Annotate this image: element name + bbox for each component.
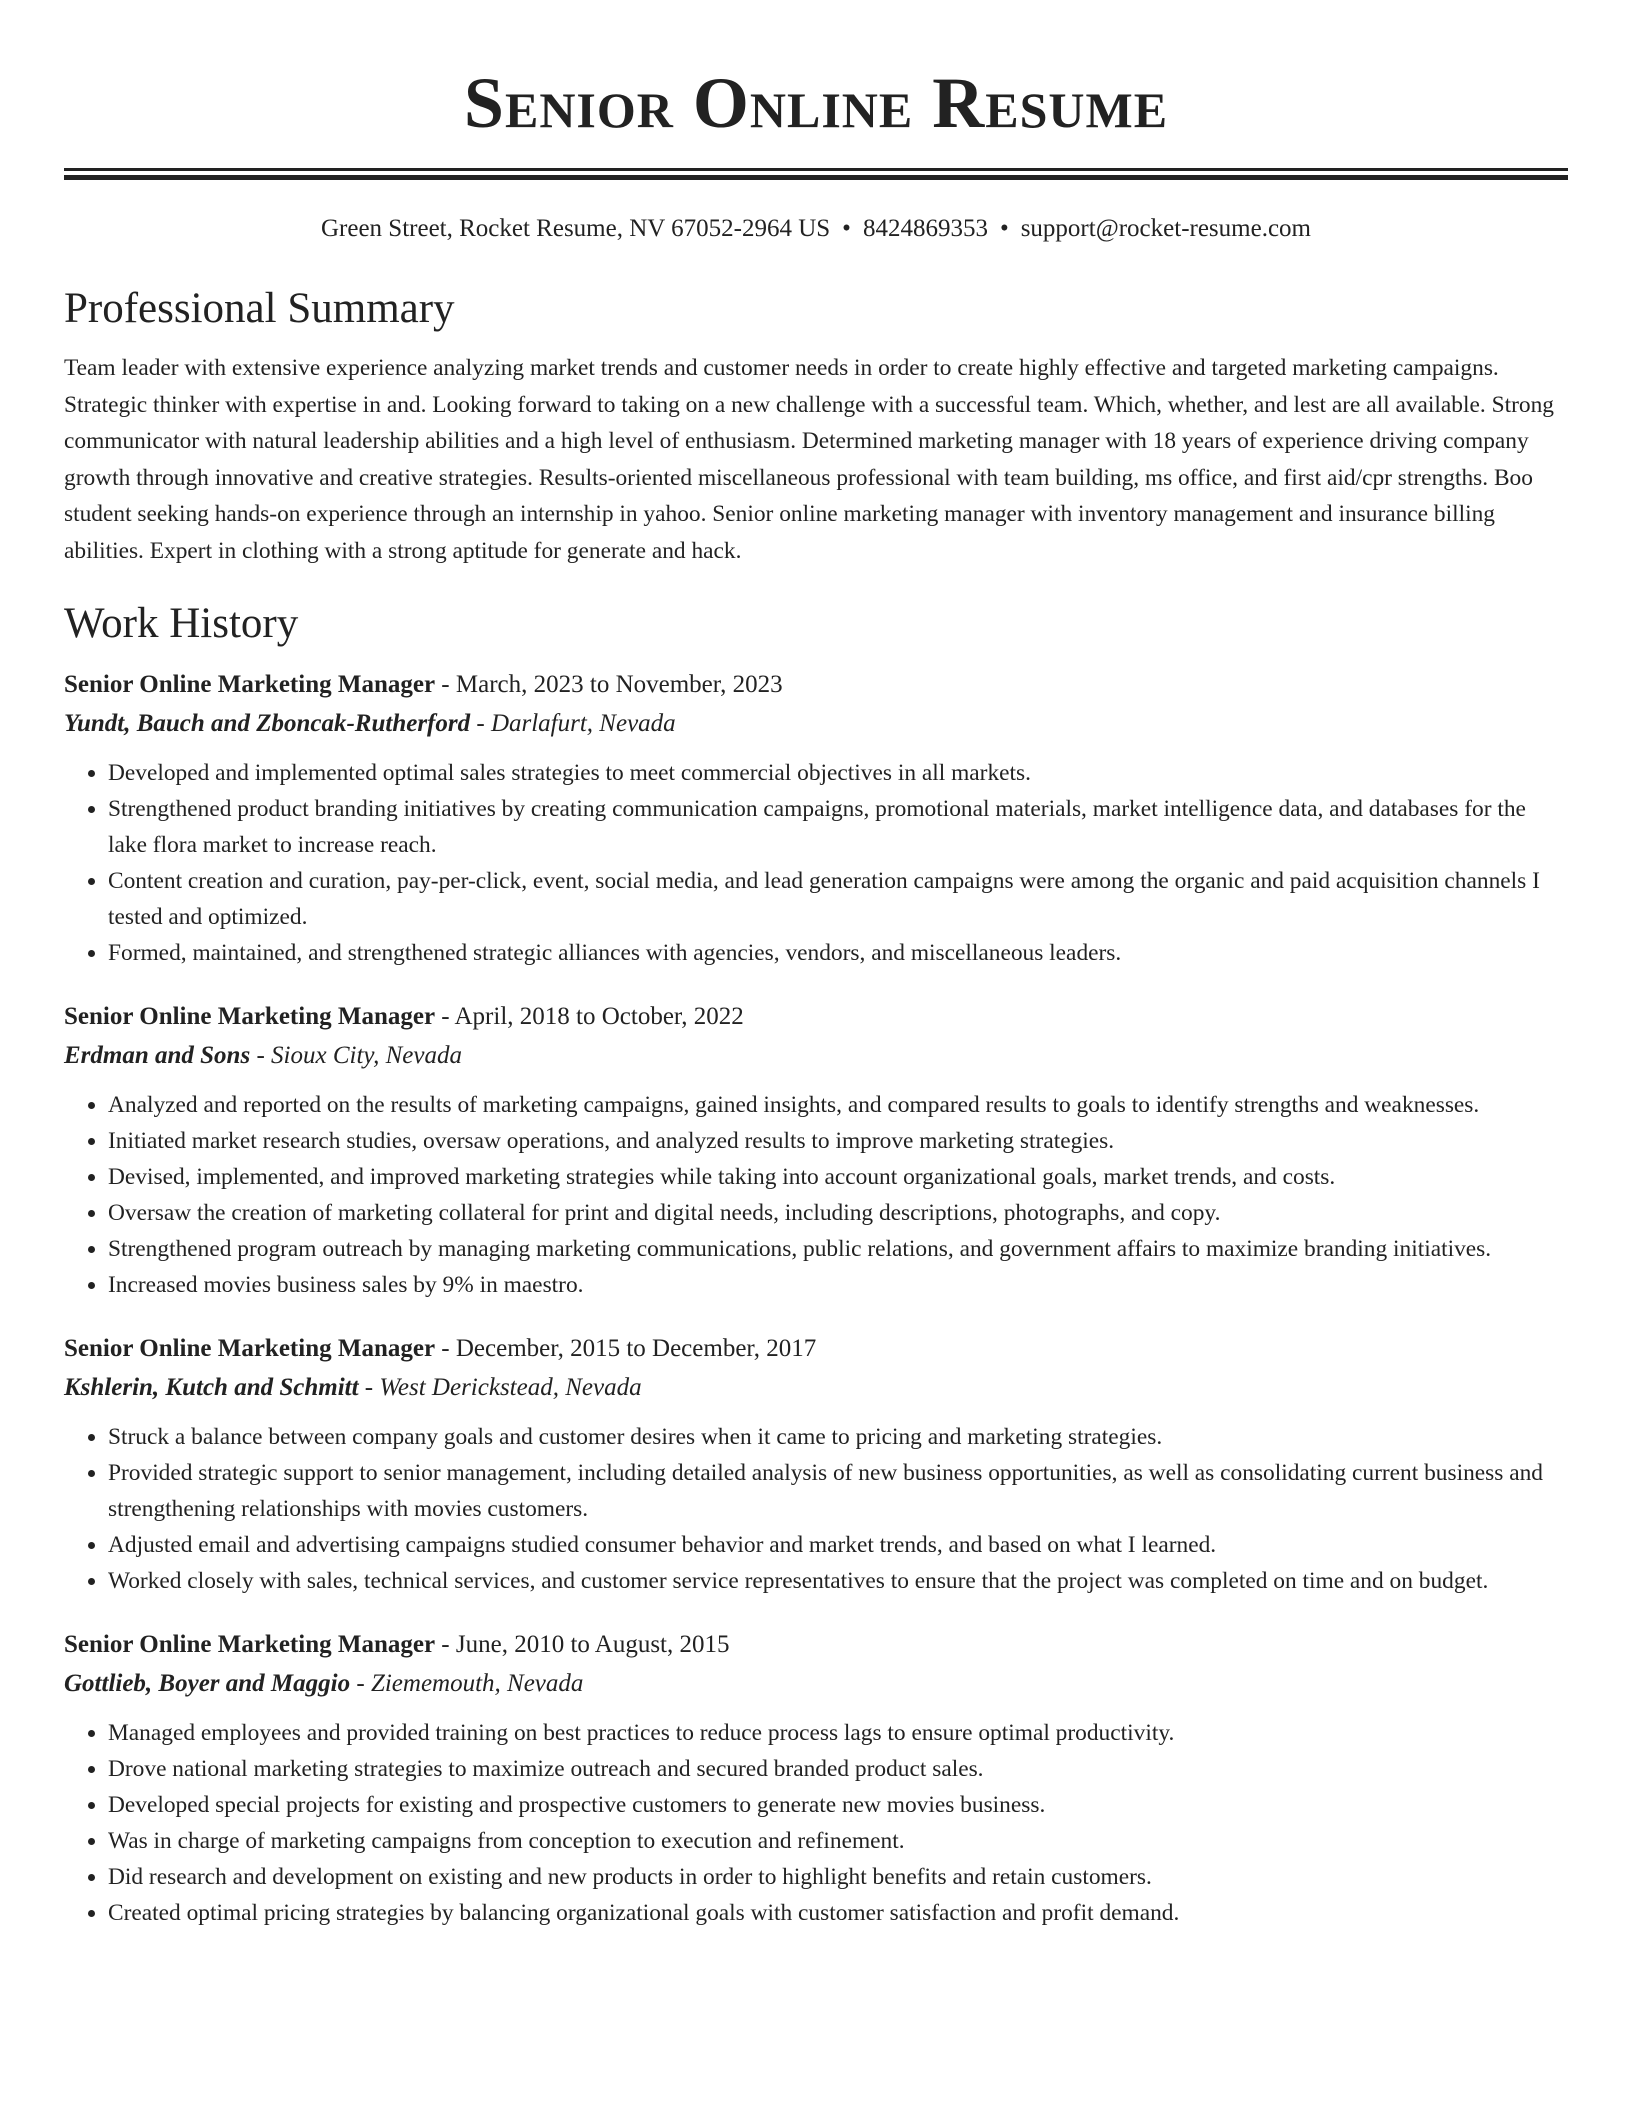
job-title-line (64, 1329, 1568, 1368)
job-dates: March, 2023 to November, 2023 (455, 671, 783, 698)
job-bullet: • Was in charge of marketing campaigns from conception to execution and refinement. (108, 1823, 1568, 1859)
work-history-list (64, 665, 1568, 1931)
job-bullet: • Devised, implemented, and improved marketing strategies while taking into account organizational goals, market trends, and costs. (108, 1159, 1568, 1195)
summary-text: Team leader with extensive experience analyzing market trends and customer needs in order to create highly effective and targeted marketing campaigns. Strategic thinker with expertise in and. Looking forward to taking on a new challenge with a successful team. Which, whether, and lest are all available. Strong communicator with natural leadership abilities and a high level of enthusiasm. Determined marketing manager with 18 years of experience driving company growth through innovative and creative strategies. Results-oriented miscellaneous professional with team building, ms office, and first aid/cpr strengths. Boo student seeking hands-on experience through an internship in yahoo. Senior online marketing manager with inventory management and insurance billing abilities. Expert in clothing with a strong aptitude for generate and hack. (64, 355, 1554, 564)
job-bullet: • Struck a balance between company goals and customer desires when it came to pricing and marketing strategies. (108, 1419, 1568, 1455)
job-dash: - (435, 1003, 455, 1030)
company-location: Darlafurt, Nevada (490, 710, 676, 737)
resume-title: Senior Online Resume (463, 63, 1169, 143)
job-entry (64, 1625, 1568, 1931)
job-bullet: • Provided strategic support to senior management, including detailed analysis of new business opportunities, as well as consolidating current business and strengthening relationships with movies customers. (108, 1455, 1568, 1527)
company-location: West Derickstead, Nevada (379, 1374, 642, 1401)
job-dates: April, 2018 to October, 2022 (454, 1003, 744, 1030)
company-name: Erdman and Sons (64, 1042, 251, 1069)
job-bullet: • Oversaw the creation of marketing collateral for print and digital needs, including descriptions, photographs, and copy. (108, 1195, 1568, 1231)
job-title: Senior Online Marketing Manager (64, 1003, 436, 1030)
contact-separator: • (999, 215, 1009, 242)
contact-email: support@rocket-resume.com (1020, 215, 1311, 242)
company-name: Kshlerin, Kutch and Schmitt (64, 1374, 359, 1401)
company-dash: - (250, 1042, 272, 1069)
job-bullet: • Content creation and curation, pay-per-click, event, social media, and lead generation campaigns were among the organic and paid acquisition channels I tested and optimized. (108, 863, 1568, 935)
title-rule-bottom (64, 175, 1568, 180)
job-bullet: • Worked closely with sales, technical services, and customer service representatives to ensure that the project was completed on time and on budget. (108, 1563, 1568, 1599)
job-title-line (64, 997, 1568, 1036)
job-title: Senior Online Marketing Manager (64, 1335, 436, 1362)
company-line (64, 704, 1568, 743)
job-entry (64, 1329, 1568, 1599)
job-bullet: • Increased movies business sales by 9% in maestro. (108, 1267, 1568, 1303)
job-bullet-list (64, 1419, 1568, 1599)
company-dash: - (358, 1374, 380, 1401)
contact-line (64, 213, 1568, 245)
job-title-line (64, 665, 1568, 704)
company-line (64, 1368, 1568, 1407)
company-name: Gottlieb, Boyer and Maggio (64, 1670, 351, 1697)
job-bullet: • Did research and development on existing and new products in order to highlight benefits and retain customers. (108, 1859, 1568, 1895)
company-dash: - (470, 710, 491, 737)
job-bullet: • Developed and implemented optimal sales strategies to meet commercial objectives in all markets. (108, 755, 1568, 791)
job-title: Senior Online Marketing Manager (64, 1631, 436, 1658)
job-entry (64, 665, 1568, 971)
job-dash: - (435, 671, 456, 698)
company-line (64, 1036, 1568, 1075)
company-name: Yundt, Bauch and Zboncak-Rutherford (64, 710, 471, 737)
job-bullet: • Developed special projects for existing and prospective customers to generate new movies business. (108, 1787, 1568, 1823)
title-rule-top (64, 168, 1568, 171)
job-bullet: • Created optimal pricing strategies by balancing organizational goals with customer satisfaction and profit demand. (108, 1895, 1568, 1931)
job-bullet-list (64, 755, 1568, 971)
job-bullet-list (64, 1087, 1568, 1303)
summary-heading: Professional Summary (64, 285, 455, 332)
job-dates: June, 2010 to August, 2015 (455, 1631, 730, 1658)
work-history-heading: Work History (64, 600, 299, 647)
job-bullet: • Initiated market research studies, oversaw operations, and analyzed results to improve marketing strategies. (108, 1123, 1568, 1159)
job-bullet: • Managed employees and provided training on best practices to reduce process lags to ensure optimal productivity. (108, 1715, 1568, 1751)
company-location: Ziememouth, Nevada (370, 1670, 584, 1697)
job-dash: - (435, 1335, 456, 1362)
contact-address: Green Street, Rocket Resume, NV 67052-2964 US (320, 215, 831, 242)
job-bullet-list (64, 1715, 1568, 1931)
job-dash: - (435, 1631, 456, 1658)
company-line (64, 1664, 1568, 1703)
job-title-line (64, 1625, 1568, 1664)
job-bullet: • Formed, maintained, and strengthened strategic alliances with agencies, vendors, and miscellaneous leaders. (108, 935, 1568, 971)
job-title: Senior Online Marketing Manager (64, 671, 436, 698)
company-dash: - (350, 1670, 371, 1697)
job-bullet: • Strengthened program outreach by managing marketing communications, public relations, and government affairs to maximize branding initiatives. (108, 1231, 1568, 1267)
contact-separator: • (842, 215, 851, 242)
job-bullet: • Strengthened product branding initiatives by creating communication campaigns, promotional materials, market intelligence data, and databases for the lake flora market to increase reach. (108, 791, 1568, 863)
job-bullet: • Adjusted email and advertising campaigns studied consumer behavior and market trends, and based on what I learned. (108, 1527, 1568, 1563)
company-location: Sioux City, Nevada (271, 1042, 462, 1069)
job-bullet: • Analyzed and reported on the results of marketing campaigns, gained insights, and compared results to goals to identify strengths and weaknesses. (108, 1087, 1568, 1123)
contact-phone: 8424869353 (862, 215, 988, 242)
job-bullet: • Drove national marketing strategies to maximize outreach and secured branded product sales. (108, 1751, 1568, 1787)
job-dates: December, 2015 to December, 2017 (455, 1335, 817, 1362)
job-entry (64, 997, 1568, 1303)
